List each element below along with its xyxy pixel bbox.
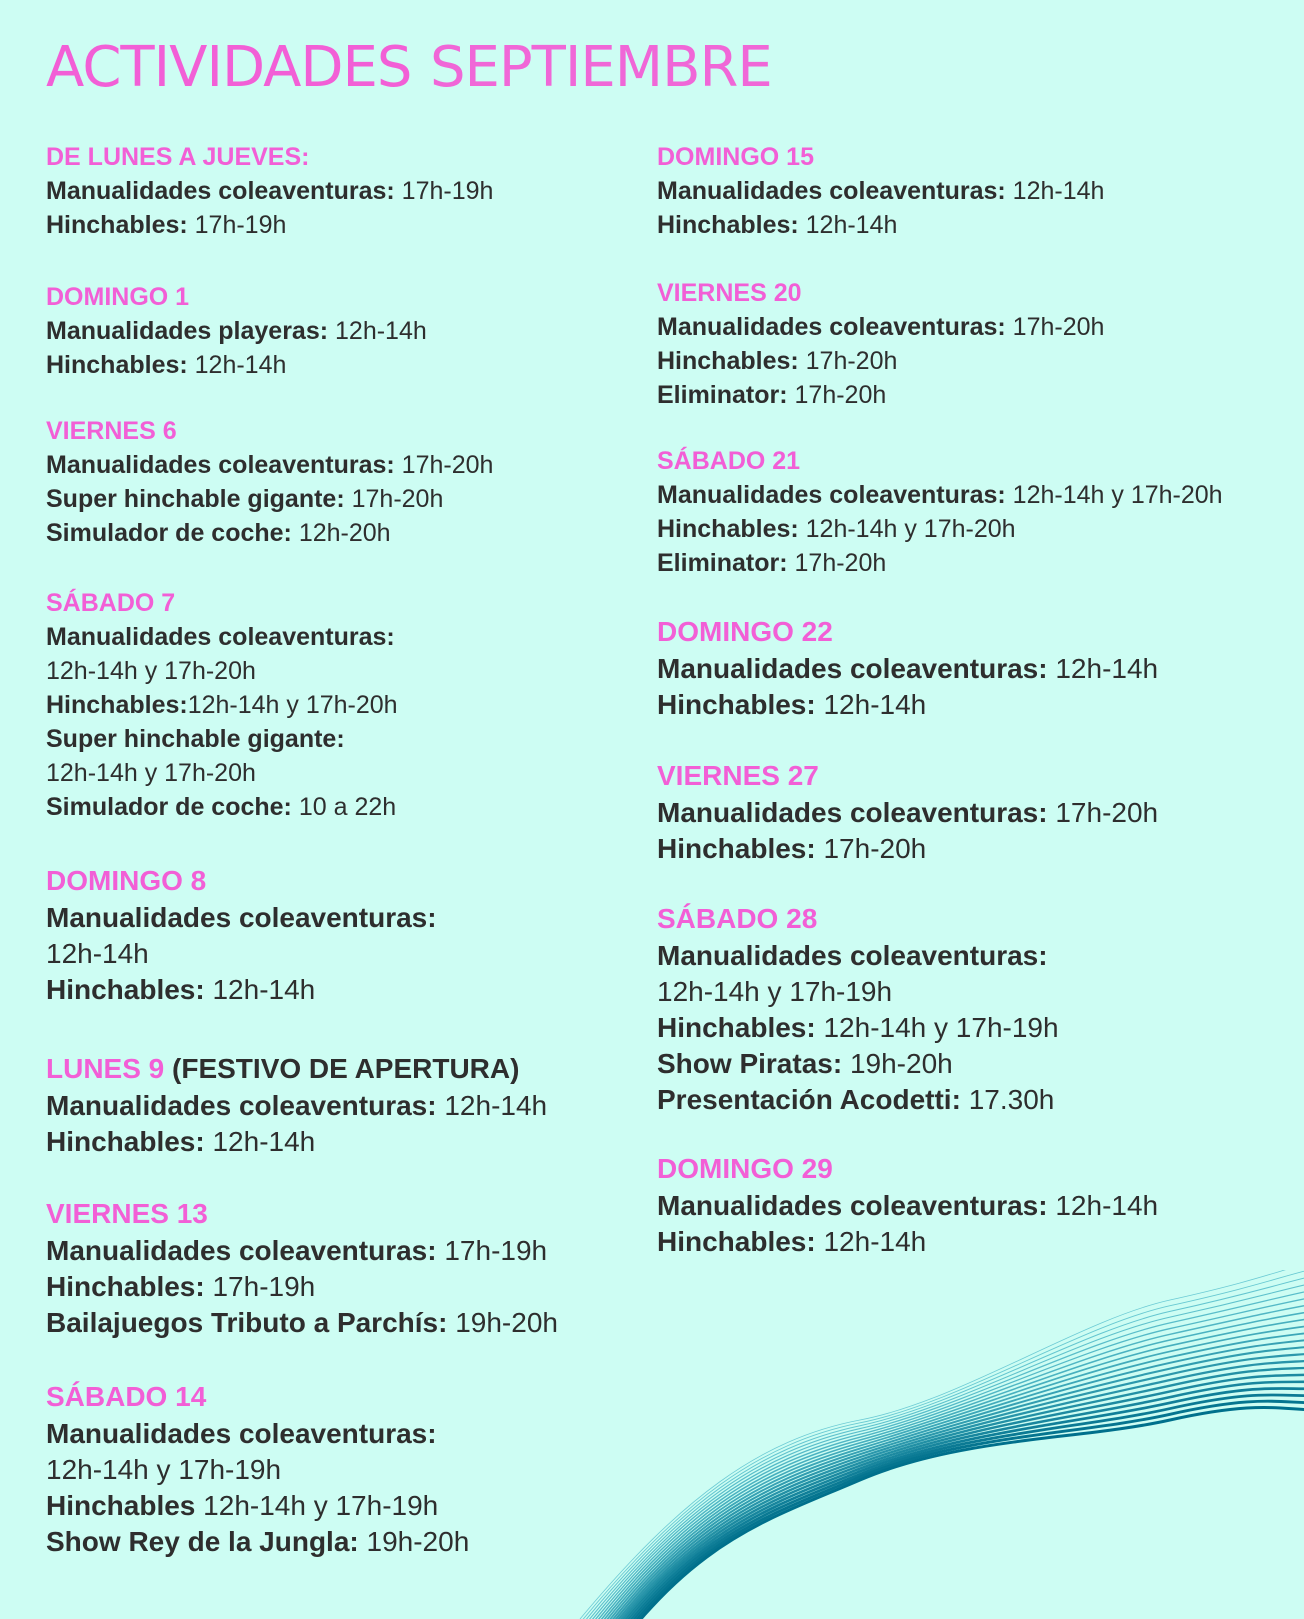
day-note: (FESTIVO DE APERTURA) [164,1053,520,1084]
activity-line: Show Piratas: 19h-20h [657,1048,953,1079]
block-domingo-1 [46,280,427,382]
day-heading: VIERNES 20 [657,279,802,307]
block-sabado-14 [46,1378,469,1560]
block-viernes-6 [46,414,493,550]
block-domingo-15 [657,140,1104,242]
decorative-wave-lines [560,1270,1304,1619]
activity-line: Presentación Acodetti: 17.30h [657,1084,1055,1115]
activity-line: Hinchables: 12h-14h [657,1226,927,1257]
activity-line: 12h-14h y 17h-19h [657,976,893,1007]
activity-line: Hinchables: 12h-14h [46,1126,316,1157]
day-heading: DOMINGO 22 [657,616,833,647]
activity-line: Manualidades coleaventuras: [46,902,437,933]
activity-line: 12h-14h y 17h-19h [46,1454,282,1485]
activity-line: Manualidades playeras: 12h-14h [46,317,427,345]
day-heading: SÁBADO 7 [46,589,176,617]
day-heading: DE LUNES A JUEVES: [46,143,310,171]
block-domingo-29 [657,1150,1158,1260]
block-viernes-13 [46,1195,558,1341]
activity-line: Hinchables: 17h-19h [46,1271,316,1302]
block-domingo-8 [46,862,437,1008]
block-viernes-27 [657,757,1158,867]
activity-line: Simulador de coche: 10 a 22h [46,793,397,821]
activity-line: Manualidades coleaventuras: 17h-20h [657,313,1105,341]
activity-line: Bailajuegos Tributo a Parchís: 19h-20h [46,1307,558,1338]
activity-line: Manualidades coleaventuras: [46,623,395,651]
day-heading: VIERNES 6 [46,417,177,445]
activity-line: Manualidades coleaventuras: 12h-14h [657,653,1159,684]
activity-line: 12h-14h y 17h-20h [46,759,256,787]
activity-line: Hinchables: 12h-14h [46,351,287,379]
day-heading: DOMINGO 8 [46,865,207,896]
day-heading: LUNES 9 (FESTIVO DE APERTURA) [46,1053,520,1084]
activity-line: Eliminator: 17h-20h [657,381,887,409]
activity-line: Hinchables:12h-14h y 17h-20h [46,691,398,719]
day-heading: VIERNES 27 [657,760,819,791]
day-heading: VIERNES 13 [46,1198,208,1229]
day-heading: DOMINGO 15 [657,143,814,171]
block-sabado-21 [657,444,1223,580]
block-domingo-22 [657,613,1158,723]
activity-line: Manualidades coleaventuras: 12h-14h [657,1190,1159,1221]
activity-line: Hinchables: 12h-14h [46,974,316,1005]
activity-line: Hinchables: 17h-20h [657,347,898,375]
block-de-lunes-a-jueves [46,140,493,242]
title-light: SEPTIEMBRE [429,35,772,100]
activity-line: Manualidades coleaventuras: 12h-14h y 17h-20h [657,481,1223,509]
activity-line: Hinchables: 12h-14h y 17h-19h [657,1012,1059,1043]
activity-line: Manualidades coleaventuras: 17h-20h [46,451,494,479]
day-heading: DOMINGO 1 [46,283,190,311]
day-heading: DOMINGO 29 [657,1153,833,1184]
activity-line: Hinchables: 12h-14h [657,211,898,239]
activity-line: Show Rey de la Jungla: 19h-20h [46,1526,470,1557]
activity-line: Manualidades coleaventuras: [657,940,1048,971]
page-title [46,28,772,108]
activity-line: Super hinchable gigante: [46,725,345,753]
activity-line: Simulador de coche: 12h-20h [46,519,391,547]
activity-line: Manualidades coleaventuras: 12h-14h [657,177,1105,205]
activity-line: Hinchables: 17h-19h [46,211,287,239]
title-strong: ACTIVIDADES [46,35,412,100]
day-heading: SÁBADO 28 [657,903,818,934]
activity-line: Manualidades coleaventuras: 17h-20h [657,797,1159,828]
block-lunes-9 [46,1050,547,1160]
day-heading: SÁBADO 14 [46,1381,207,1412]
activity-line: Hinchables: 12h-14h y 17h-20h [657,515,1016,543]
block-viernes-20 [657,276,1104,412]
wave-line [580,1367,1304,1619]
activity-line: 12h-14h y 17h-20h [46,657,256,685]
block-sabado-28 [657,900,1059,1118]
activity-line: Super hinchable gigante: 17h-20h [46,485,444,513]
activity-line: Hinchables 12h-14h y 17h-19h [46,1490,439,1521]
activity-line: Manualidades coleaventuras: 17h-19h [46,177,494,205]
block-sabado-7 [46,586,398,824]
activity-line: Manualidades coleaventuras: 12h-14h [46,1090,548,1121]
activity-line: Manualidades coleaventuras: 17h-19h [46,1235,548,1266]
activity-line: Eliminator: 17h-20h [657,549,887,577]
activity-line: 12h-14h [46,938,149,969]
activity-line: Manualidades coleaventuras: [46,1418,437,1449]
activity-line: Hinchables: 17h-20h [657,833,927,864]
day-heading: SÁBADO 21 [657,447,801,475]
activity-line: Hinchables: 12h-14h [657,689,927,720]
